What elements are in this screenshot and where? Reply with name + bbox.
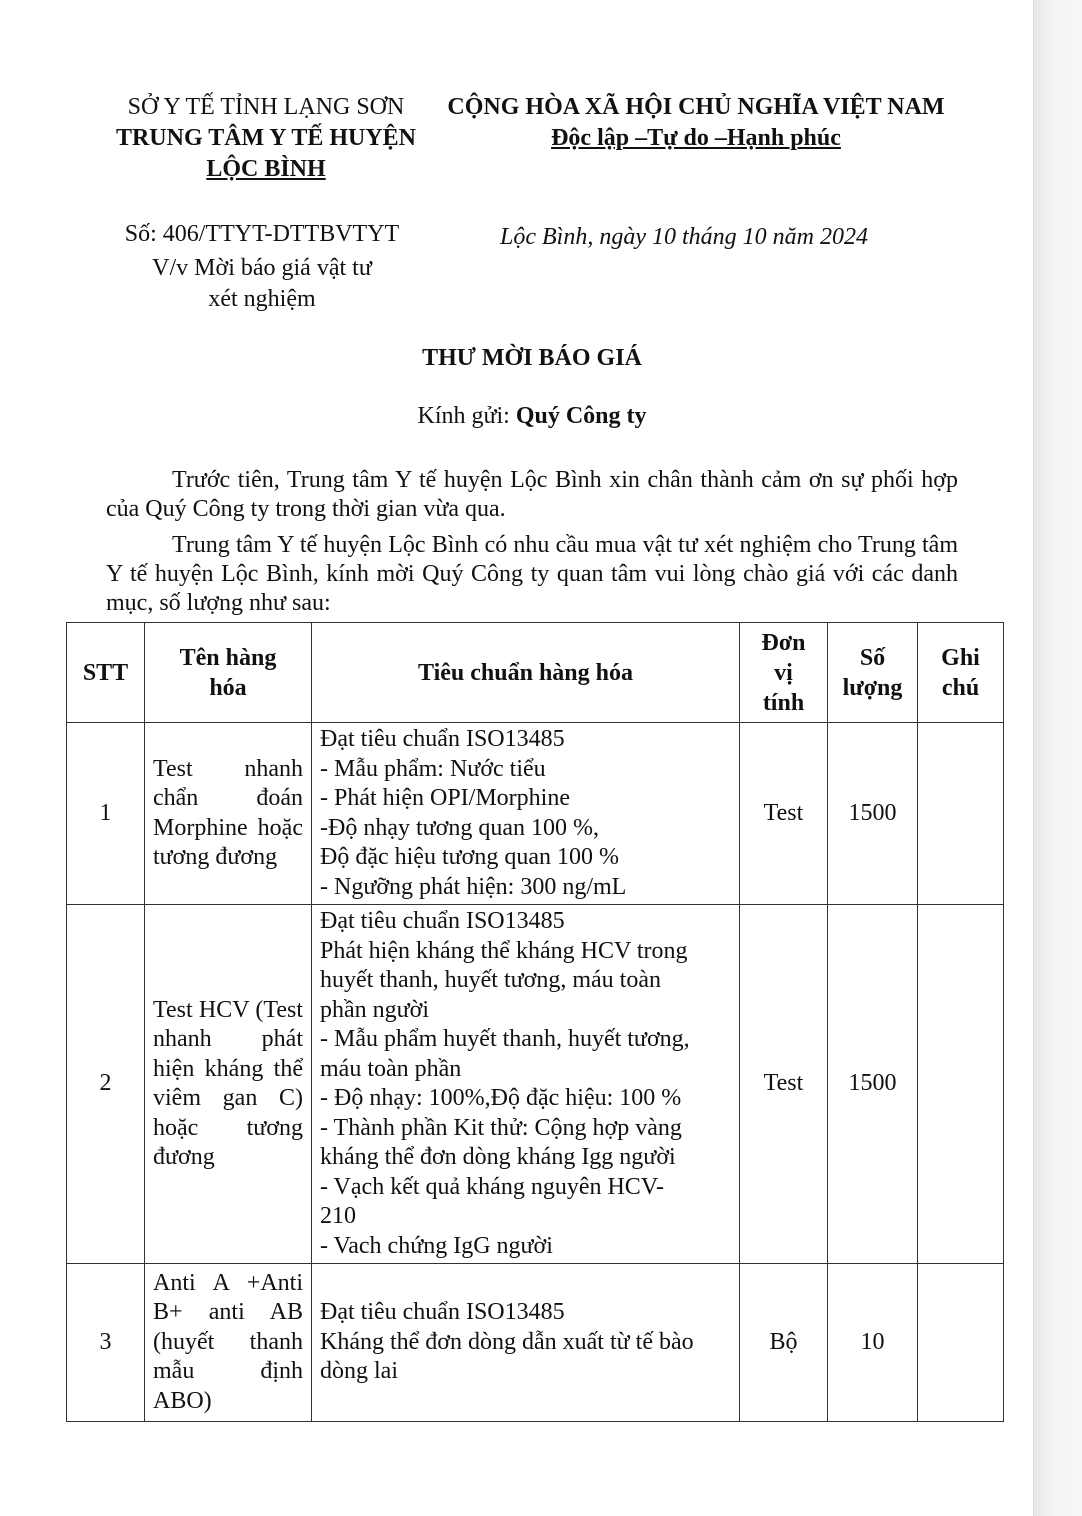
subject-line2: xét nghiệm: [208, 286, 316, 312]
row-quantity: 10: [828, 1264, 918, 1422]
agency-line1: SỞ Y TẾ TỈNH LẠNG SƠN: [127, 94, 405, 120]
header-quantity: Số lượng: [828, 623, 918, 723]
document-number: Số: 406/TTYT-DTTBVTYT: [124, 221, 400, 247]
national-motto: Độc lập –Tự do –Hạnh phúc: [551, 125, 841, 151]
row-stt: 2: [67, 905, 145, 1264]
header-unit: Đơn vị tính: [740, 623, 828, 723]
row-quantity: 1500: [828, 723, 918, 905]
row-unit: Test: [740, 723, 828, 905]
row-item-name: Anti A +Anti B+ anti AB (huyết thanh mẫu định ABO): [145, 1264, 312, 1422]
items-table: [66, 622, 1004, 1422]
row-item-name: Test nhanh chẩn đoán Morphine hoặc tương đương: [145, 723, 312, 905]
page-edge-shadow: [1033, 0, 1082, 1516]
agency-block: [96, 92, 436, 185]
greeting-recipient: Quý Công ty: [515, 403, 647, 429]
table-row: [67, 723, 1004, 905]
national-motto-block: [440, 92, 952, 154]
greeting-prefix: Kính gửi:: [417, 403, 516, 429]
row-quantity: 1500: [828, 905, 918, 1264]
row-stt: 3: [67, 1264, 145, 1422]
row-standard: Đạt tiêu chuẩn ISO13485 Phát hiện kháng thể kháng HCV trong huyết thanh, huyết tương, máu toàn phần người - Mẫu phẩm huyết thanh, huyết tương, máu toàn phần - Độ nhạy: 100%,Độ đặc hiệu: 100 % - Thành phần Kit thử: Cộng hợp vàng kháng thể đơn dòng kháng Igg người - Vạch kết quả kháng nguyên HCV- 210 - Vach chứng IgG người: [312, 905, 740, 1264]
agency-line2: TRUNG TÂM Y TẾ HUYỆN: [115, 125, 417, 151]
header-stt: STT: [67, 623, 145, 723]
row-unit: Bộ: [740, 1264, 828, 1422]
row-note: [918, 905, 1004, 1264]
table-row: [67, 1264, 1004, 1422]
row-unit: Test: [740, 905, 828, 1264]
header-standard: Tiêu chuẩn hàng hóa: [312, 623, 740, 723]
header-name: Tên hàng hóa: [145, 623, 312, 723]
request-paragraph: Trung tâm Y tế huyện Lộc Bình có nhu cầu mua vật tư xét nghiệm cho Trung tâm Y tế huyện Lộc Bình, kính mời Quý Công ty quan tâm vui lòng chào giá với các danh mục, số lượng như sau:: [106, 532, 958, 616]
row-standard: Đạt tiêu chuẩn ISO13485 Kháng thể đơn dòng dẫn xuất từ tế bào dòng lai: [312, 1264, 740, 1422]
row-note: [918, 723, 1004, 905]
row-standard: Đạt tiêu chuẩn ISO13485 - Mẫu phẩm: Nước tiểu - Phát hiện OPI/Morphine -Độ nhạy tương quan 100 %, Độ đặc hiệu tương quan 100 % - Ngưỡng phát hiện: 300 ng/mL: [312, 723, 740, 905]
agency-line3: LỘC BÌNH: [206, 156, 326, 182]
row-item-name: Test HCV (Test nhanh phát hiện kháng thể viêm gan C) hoặc tương đương: [145, 905, 312, 1264]
document-reference: [100, 219, 424, 315]
document-title: THƯ MỜI BÁO GIÁ: [422, 345, 642, 371]
national-title: CỘNG HÒA XÃ HỘI CHỦ NGHĨA VIỆT NAM: [447, 94, 945, 120]
subject-line1: V/v Mời báo giá vật tư: [152, 255, 372, 281]
table-row: [67, 905, 1004, 1264]
greeting: [0, 401, 1064, 432]
place-date: Lộc Bình, ngày 10 tháng 10 năm 2024: [500, 224, 868, 250]
row-note: [918, 1264, 1004, 1422]
header-note: Ghi chú: [918, 623, 1004, 723]
row-stt: 1: [67, 723, 145, 905]
table-header-row: [67, 623, 1004, 723]
intro-paragraph: Trước tiên, Trung tâm Y tế huyện Lộc Bình xin chân thành cảm ơn sự phối hợp của Quý Công ty trong thời gian vừa qua.: [106, 467, 958, 522]
